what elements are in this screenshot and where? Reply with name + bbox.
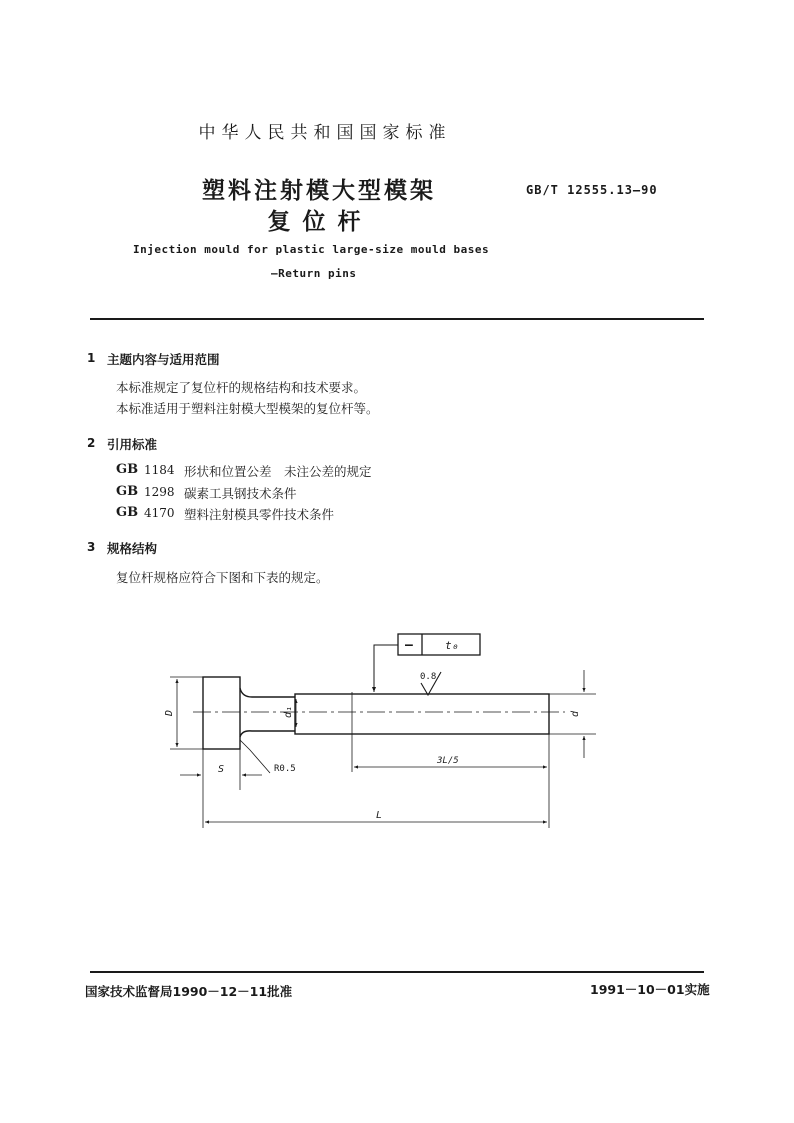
section-title: 主题内容与适用范围 bbox=[107, 352, 220, 367]
label-L: L bbox=[376, 810, 383, 821]
footer-rule bbox=[90, 971, 704, 973]
paragraph: 复位杆规格应符合下图和下表的规定。 bbox=[116, 570, 329, 585]
pin-shank bbox=[295, 694, 549, 734]
return-pin-drawing bbox=[0, 620, 794, 840]
pin-head bbox=[203, 677, 240, 749]
paragraph: 本标准适用于塑料注射模大型模架的复位杆等。 bbox=[116, 401, 379, 416]
section-title: 规格结构 bbox=[107, 541, 158, 556]
reference-code: GB bbox=[116, 505, 139, 520]
section-number: 3 bbox=[87, 540, 96, 554]
header-rule bbox=[90, 318, 704, 320]
issuing-country: 中华人民共和国国家标准 bbox=[198, 123, 452, 143]
paragraph: 本标准规定了复位杆的规格结构和技术要求。 bbox=[116, 380, 367, 395]
standard-code: GB/T 12555.13—90 bbox=[526, 183, 658, 197]
section-number: 2 bbox=[87, 436, 96, 450]
label-D: D bbox=[164, 709, 175, 716]
approval-date: 国家技术监督局1990－12－11批准 bbox=[85, 984, 293, 999]
radius-leader bbox=[240, 740, 270, 773]
reference-title: 形状和位置公差 未注公差的规定 bbox=[184, 464, 372, 479]
tolerance-value: t₀ bbox=[445, 639, 459, 652]
document-title: 塑料注射模大型模架 bbox=[202, 177, 436, 204]
reference-code: GB bbox=[116, 484, 139, 499]
label-d1: d₁ bbox=[283, 705, 294, 718]
label-S: S bbox=[218, 764, 225, 775]
reference-number: 4170 bbox=[144, 506, 175, 520]
reference-number: 1184 bbox=[144, 463, 175, 477]
document-subtitle: 复位杆 bbox=[267, 208, 373, 235]
reference-title: 塑料注射模具零件技术条件 bbox=[184, 507, 335, 522]
label-3L5: 3L/5 bbox=[437, 756, 459, 766]
roughness-value: 0.8 bbox=[420, 672, 437, 682]
pin-neck bbox=[240, 731, 295, 737]
pin-neck bbox=[240, 688, 295, 697]
reference-title: 碳素工具钢技术条件 bbox=[184, 486, 297, 501]
reference-code: GB bbox=[116, 462, 139, 477]
effective-date: 1991－10－01实施 bbox=[590, 982, 710, 997]
label-radius: R0.5 bbox=[274, 764, 296, 774]
reference-number: 1298 bbox=[144, 485, 175, 499]
tolerance-symbol: — bbox=[405, 638, 413, 653]
label-d: d bbox=[570, 710, 581, 717]
section-number: 1 bbox=[87, 351, 96, 365]
english-title: Injection mould for plastic large-size mould bases bbox=[133, 243, 490, 256]
english-subtitle: —Return pins bbox=[271, 267, 357, 280]
tolerance-frame bbox=[374, 634, 480, 692]
section-title: 引用标准 bbox=[107, 437, 158, 452]
